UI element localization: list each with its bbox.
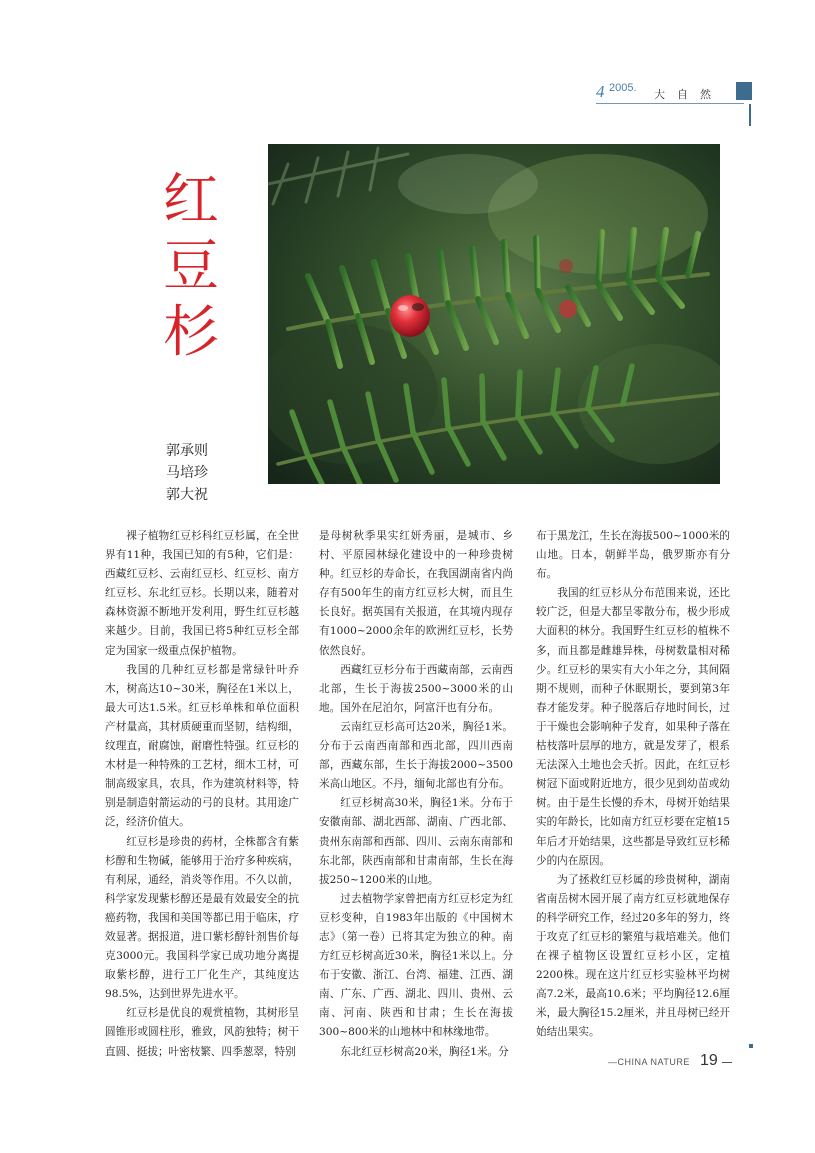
paragraph: 红豆杉是优良的观赏植物，其树形呈圆锥形或圆柱形，雅致，风韵独特；树干直圆、挺拔；叶密枝繁、四季葱翠，特别: [105, 1007, 299, 1058]
title-char: 红: [163, 168, 219, 233]
text-column-3: [536, 527, 730, 1043]
footer-marker: [749, 1044, 753, 1048]
page-number: 19: [700, 1052, 718, 1069]
text-column-2: [319, 527, 513, 1062]
issue-number: 4: [596, 82, 605, 101]
issue-year: 2005.: [609, 82, 637, 94]
author-list: [166, 440, 208, 506]
paragraph: 东北红豆杉树高20米，胸径1米。分: [340, 1045, 509, 1058]
paragraph: 西藏红豆杉分布于西藏南部，云南西北部，生长于海拔2500~3000米的山地。国外在尼泊尔，阿富汗也有分布。: [319, 663, 513, 714]
paragraph: 为了拯救红豆杉属的珍贵树种，湖南省南岳树木园开展了南方红豆杉就地保存的科学研究工作，经过20多年的努力，终于攻克了红豆杉的繁殖与栽培难关。他们在裸子植物区设置红豆杉小区，定植2200株。现在这片红豆杉实验林平均树高7.2米，最高10.6米；平均胸径12.6厘米，最大胸径15.2厘米，并且母树已经开始结出果实。: [536, 873, 730, 1039]
title-char: 杉: [163, 300, 219, 365]
paragraph: 红豆杉是珍贵的药材，全株都含有紫杉醇和生物碱，能够用于治疗多种疾病，有利尿，通经，消炎等作用。不久以前，科学家发现紫杉醇还是最有效最安全的抗癌药物，我国和美国等都已用于临床，疗效显著。据报道，进口紫杉醇针剂售价每克3000元。我国科学家已成功地分离提取紫杉醇，进行工厂化生产，其纯度达98.5%，达到世界先进水平。: [105, 835, 299, 1001]
author: 郭大祝: [166, 487, 208, 503]
header-rule: [596, 103, 744, 104]
paragraph: 布于黑龙江，生长在海拔500~1000米的山地。日本，朝鲜半岛，俄罗斯亦有分布。: [536, 530, 730, 581]
paragraph: 裸子植物红豆杉科红豆杉属，在全世界有11种，我国已知的有5种，它们是：西藏红豆杉、云南红豆杉、红豆杉、南方红豆杉、东北红豆杉。长期以来，随着对森林资源不断地开发利用，野生红豆杉越来越少。目前，我国已将5种红豆杉全部定为国家一级重点保护植物。: [105, 530, 299, 657]
paragraph: 我国的红豆杉从分布范围来说，还比较广泛，但是大都呈零散分布，极少形成大面积的林分。我国野生红豆杉的植株不多，而且都是雌雄异株，母树数量相对稀少。红豆杉的果实有大小年之分，其间隔期不规则，而种子休眠期长，要到第3年春才能发芽。种子脱落后存地时间长，过于干燥也会影响种子发育，如果种子落在枯枝落叶层厚的地方，就是发芽了，根系无法深入土地也会夭折。因此，在红豆杉树冠下面或附近地方，很少见到幼苗或幼树。由于是生长慢的乔木，母树开始结果实的年龄长，比如南方红豆杉要在定植15年后才开始结果，这些都是导致红豆杉稀少的内在原因。: [536, 587, 730, 867]
magazine-name: 大自然: [654, 88, 723, 101]
paragraph: 过去植物学家曾把南方红豆杉定为红豆杉变种，自1983年出版的《中国树木志》（第一卷）已将其定为独立的种。南方红豆杉树高近30米，胸径1米以上。分布于安徽、浙江、台湾、福建、江西、湖南、广东、广西、湖北、四川、贵州、云南、河南、陕西和甘肃；生长在海拔300~800米的山地林中和林缘地带。: [319, 892, 513, 1039]
text-column-1: [105, 527, 299, 1062]
author: 郭承则: [166, 443, 208, 459]
paragraph: 云南红豆杉高可达20米，胸径1米。分布于云南西南部和西北部，四川西南部，西藏东部，生长于海拔2000~3500米高山地区。不丹，缅甸北部也有分布。: [319, 720, 513, 791]
footer-dash: [722, 1062, 732, 1063]
paragraph: 是母树秋季果实红妍秀丽，是城市、乡村、平原园林绿化建设中的一种珍贵树种。红豆杉的寿命长，在我国湖南省内尚存有500年生的南方红豆杉大树，而且生长良好。据英国有关报道，在其境内现存有1000~2000余年的欧洲红豆杉，长势依然良好。: [319, 530, 513, 657]
author: 马培珍: [166, 465, 208, 481]
running-header: [596, 82, 752, 102]
paragraph: 我国的几种红豆杉都是常绿针叶乔木，树高达10~30米，胸径在1米以上，最大可达1.5米。红豆杉单株和单位面积产材量高，其材质硬重而坚韧，结构细，纹理直，耐腐蚀，耐磨性特强。红豆杉的木材是一种特殊的工艺材，细木工材，可制高级家具，农具，作为建筑材料等，特别是制造射箭运动的弓的良材。其用途广泛，经济价值大。: [105, 663, 299, 829]
paragraph: 红豆杉树高30米，胸径1米。分布于安徽南部、湖北西部、湖南、广西北部、贵州东南部和西部、四川、云南东南部和东北部，陕西南部和甘肃南部，生长在海拔250~1200米的山地。: [319, 797, 513, 886]
title-char: 豆: [163, 234, 219, 299]
article-title: [155, 168, 227, 366]
footer-magazine: —CHINA NATURE: [608, 1057, 690, 1067]
yew-branch-photo: [268, 144, 720, 484]
header-corner-line: [749, 104, 751, 126]
header-color-block: [736, 82, 752, 100]
